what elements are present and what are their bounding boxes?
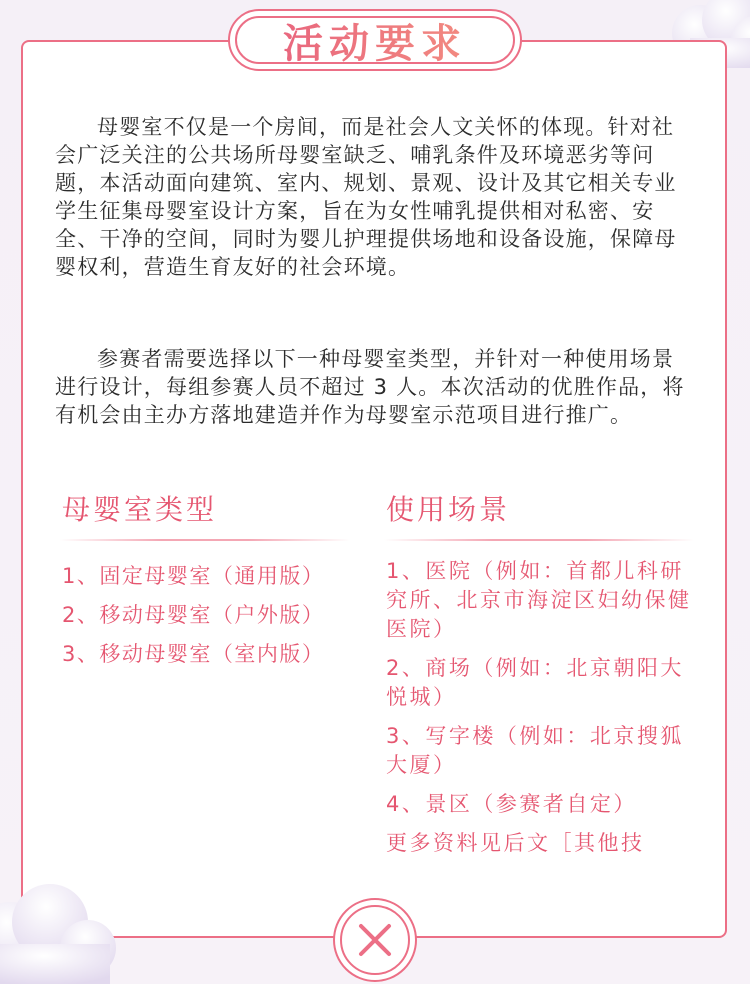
list-item: 2、商场（例如：北京朝阳大悦城） xyxy=(386,656,684,709)
more-info-text: 更多资料见后文［其他技 xyxy=(386,831,645,855)
cloud-decoration-bottom-left xyxy=(0,874,120,984)
list-item: 3、移动母婴室（室内版） xyxy=(62,642,325,666)
list-item: 2、移动母婴室（户外版） xyxy=(62,603,325,627)
scenarios-heading: 使用场景 xyxy=(386,493,511,526)
room-types-divider xyxy=(60,539,350,541)
list-item: 1、医院（例如：首都儿科研究所、北京市海淀区妇幼保健医院） xyxy=(386,559,692,641)
intro-paragraph: 母婴室不仅是一个房间，而是社会人文关怀的体现。针对社会广泛关注的公共场所母婴室缺乏、哺乳条件及环境恶劣等问题，本活动面向建筑、室内、规划、景观、设计及其它相关专业学生征集母婴室设计方案，旨在为女性哺乳提供相对私密、安全、干净的空间，同时为婴儿护理提供场地和设备设施，保障母婴权利，营造生育友好的社会环境。 xyxy=(55,115,677,279)
section-title: 活动要求 xyxy=(283,12,467,69)
list-item: 3、写字楼（例如：北京搜狐大厦） xyxy=(386,724,684,777)
scenarios-list xyxy=(386,557,698,868)
list-item: 1、固定母婴室（通用版） xyxy=(62,564,325,588)
section-title-badge xyxy=(228,9,522,71)
close-button[interactable] xyxy=(333,898,417,982)
participation-paragraph: 参赛者需要选择以下一种母婴室类型，并针对一种使用场景进行设计，每组参赛人员不超过 3 人。本次活动的优胜作品，将有机会由主办方落地建造并作为母婴室示范项目进行推广。 xyxy=(55,347,685,427)
room-types-heading: 母婴室类型 xyxy=(62,493,218,526)
close-icon xyxy=(355,920,395,960)
list-item: 4、景区（参赛者自定） xyxy=(386,792,637,816)
scenarios-divider xyxy=(384,539,694,541)
room-types-list xyxy=(62,557,362,674)
